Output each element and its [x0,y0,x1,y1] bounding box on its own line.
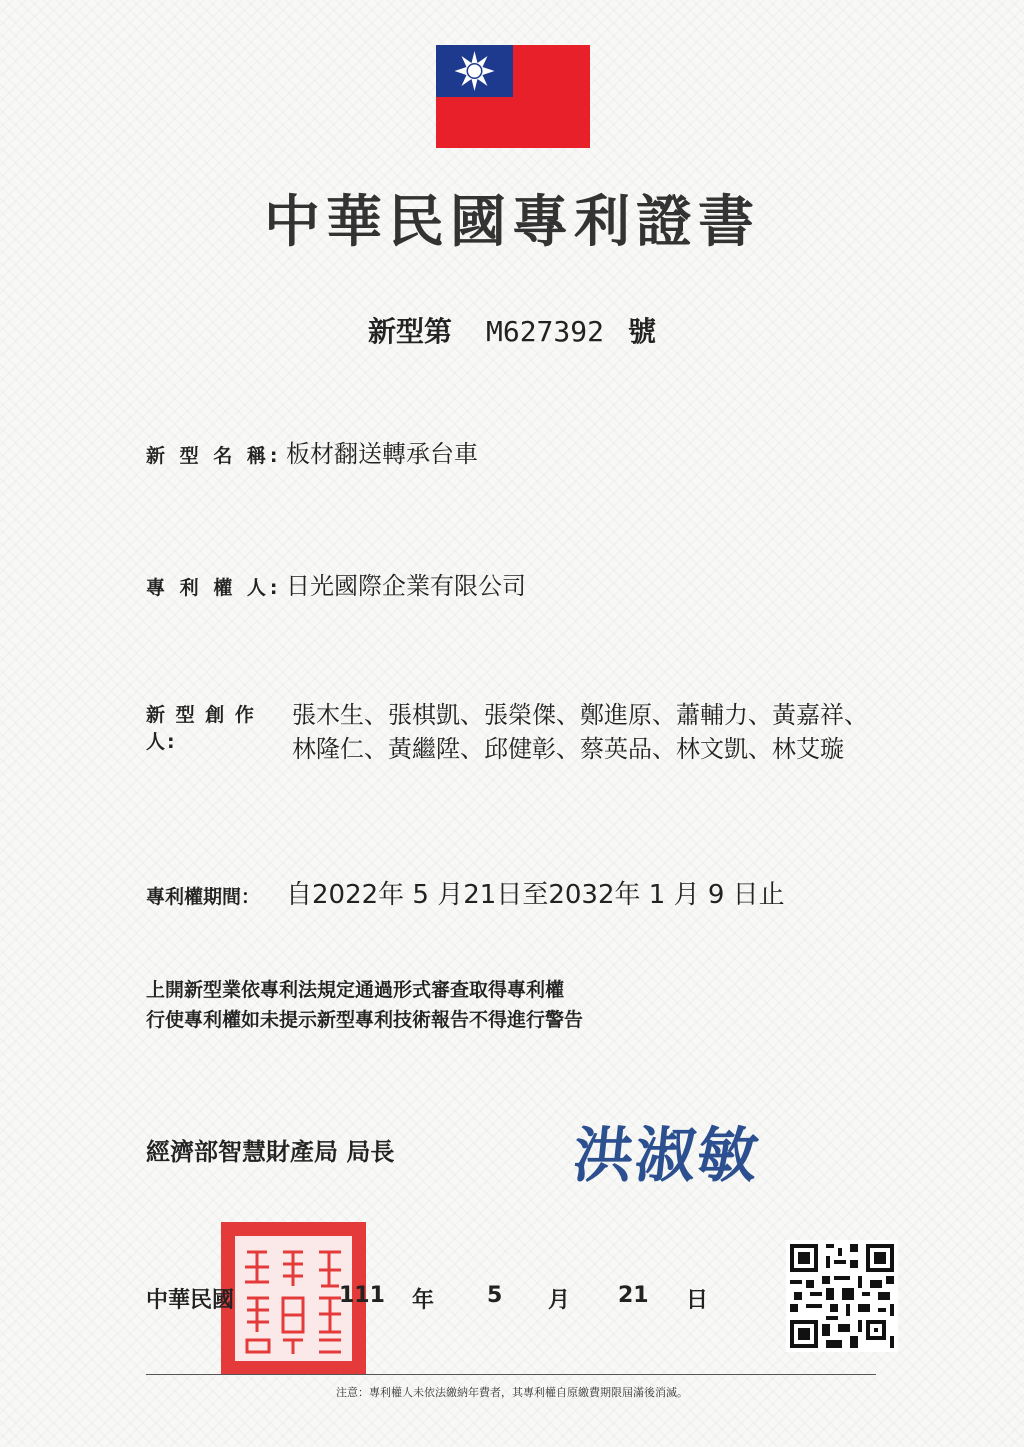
footnote: 注意：專利權人未依法繳納年費者，其專利權自原繳費期限屆滿後消滅。 [336,1386,688,1399]
director-signature: 洪淑敏 [569,1121,764,1191]
notice [146,975,583,1035]
certificate-number-line [0,310,1024,350]
issue-date [146,1283,709,1314]
date-day-unit: 日 [686,1288,709,1313]
term-value: 自2022年 5 月21日至2032年 1 月 9 日止 [286,880,785,910]
director-title: 經濟部智慧財產局 局長 [146,1138,395,1166]
footer-divider [146,1374,876,1375]
notice-line-2: 行使專利權如未提示新型專利技術報告不得進行警告 [146,1009,584,1031]
name-row [146,434,478,469]
notice-line-1: 上開新型業依專利法規定通過形式審查取得專利權 [146,979,565,1001]
inventor-label: 新 型 創 作 人: [146,704,256,753]
inventors-line-1: 張木生、張棋凱、張榮傑、鄭進原、蕭輔力、黃嘉祥、 [292,701,868,729]
name-value: 板材翻送轉承台車 [286,440,478,468]
date-year-unit: 年 [412,1288,435,1313]
name-label: 新 型 名 稱: [146,445,282,467]
qr-code-icon [786,1240,898,1352]
certificate-title: 中華民國專利證書 [264,189,760,255]
number-prefix: 新型第 [367,315,452,348]
date-year: 111 [339,1283,385,1308]
inventor-row [146,700,286,754]
owner-value: 日光國際企業有限公司 [286,572,526,600]
number-suffix: 號 [628,315,657,348]
roc-flag-icon [436,45,590,148]
date-month: 5 [487,1283,503,1308]
owner-row [146,566,526,601]
inventor-list [292,698,892,766]
term-row [146,874,785,911]
owner-label: 專 利 權 人: [146,577,282,599]
date-month-unit: 月 [548,1288,571,1313]
date-era: 中華民國 [146,1288,235,1313]
inventors-line-2: 林隆仁、黃繼陞、邱健彰、蔡英品、林文凱、林艾璇 [292,735,844,763]
certificate-number: M627392 [485,315,604,348]
term-label: 專利權期間： [146,886,261,908]
date-day: 21 [618,1283,649,1308]
